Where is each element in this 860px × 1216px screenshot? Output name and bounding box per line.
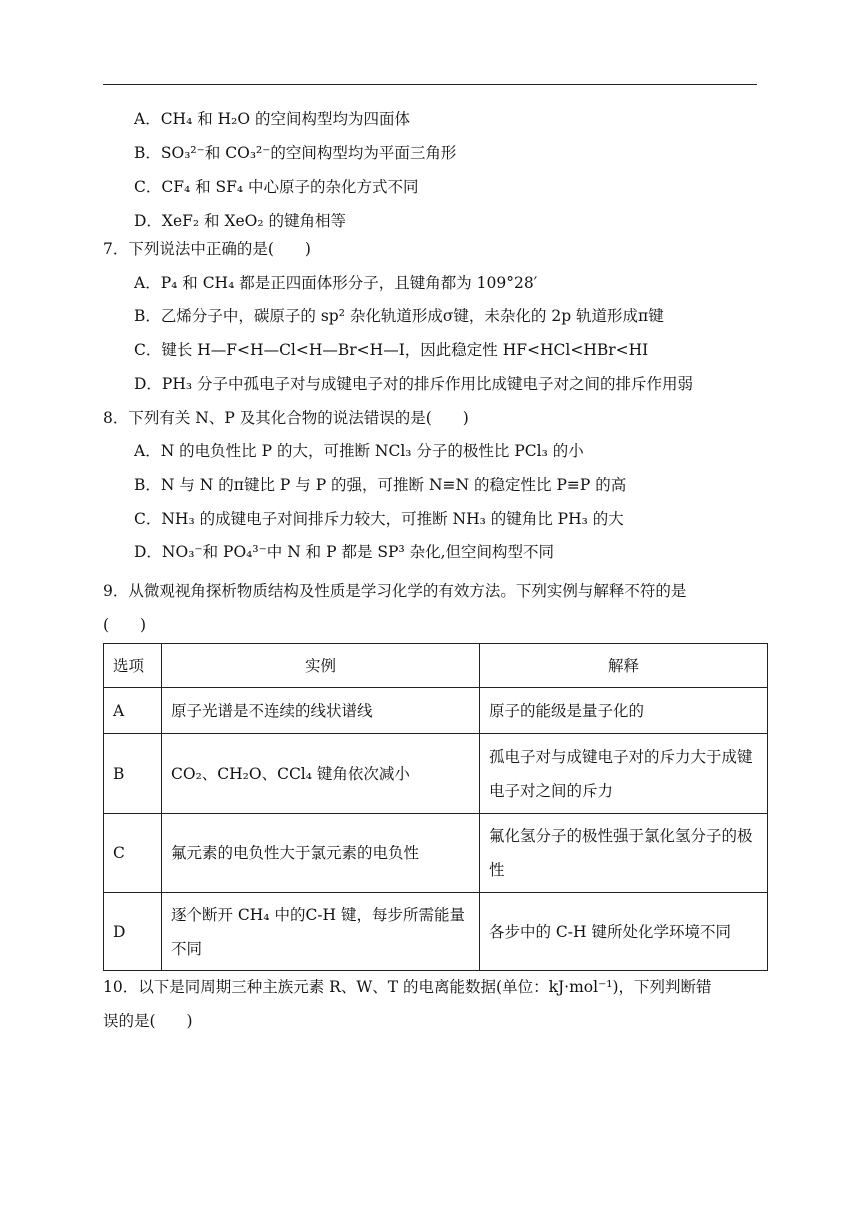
table-cell-explanation: 孤电子对与成键电子对的斥力大于成键电子对之间的斥力 (480, 734, 768, 814)
table-header-option: 选项 (104, 644, 162, 688)
table-row (104, 688, 768, 734)
q8-option-b: B．N 与 N 的π键比 P 与 P 的强，可推断 N≡N 的稳定性比 P≡P 的高 (134, 476, 627, 494)
table-row (104, 893, 768, 971)
q8-option-a: A．N 的电负性比 P 的大，可推断 NCl₃ 分子的极性比 PCl₃ 的小 (134, 442, 584, 460)
q10-stem-line1: 10．以下是同周期三种主族元素 R、W、T 的电离能数据(单位：kJ·mol⁻¹)，下列判断错 (103, 978, 712, 996)
q6-option-b: B．SO₃²⁻和 CO₃²⁻的空间构型均为平面三角形 (134, 144, 457, 162)
q9-stem-line2: ( ) (103, 616, 147, 634)
q7-option-a: A．P₄ 和 CH₄ 都是正四面体形分子，且键角都为 109°28′ (134, 274, 538, 292)
table-cell-example: 氟元素的电负性大于氯元素的电负性 (162, 814, 480, 893)
q7-stem: 7．下列说法中正确的是( ) (103, 240, 311, 258)
q6-option-c: C．CF₄ 和 SF₄ 中心原子的杂化方式不同 (134, 178, 419, 196)
table-cell-explanation: 各步中的 C-H 键所处化学环境不同 (480, 893, 768, 971)
table-header-row (104, 644, 768, 688)
table-row (104, 734, 768, 814)
table-cell-example: 原子光谱是不连续的线状谱线 (162, 688, 480, 734)
q7-option-d: D．PH₃ 分子中孤电子对与成键电子对的排斥作用比成键电子对之间的排斥作用弱 (134, 375, 694, 393)
table-cell-option: A (104, 688, 162, 734)
q9-table (103, 643, 768, 971)
table-cell-explanation: 原子的能级是量子化的 (480, 688, 768, 734)
q9-stem-line1: 9．从微观视角探析物质结构及性质是学习化学的有效方法。下列实例与解释不符的是 (103, 582, 687, 600)
table-cell-example: 逐个断开 CH₄ 中的C-H 键，每步所需能量不同 (162, 893, 480, 971)
q8-option-c: C．NH₃ 的成键电子对间排斥力较大，可推断 NH₃ 的键角比 PH₃ 的大 (134, 510, 624, 528)
q10-stem-line2: 误的是( ) (103, 1012, 193, 1030)
table-header-explanation: 解释 (480, 644, 768, 688)
q7-option-b: B．乙烯分子中，碳原子的 sp² 杂化轨道形成σ键，未杂化的 2p 轨道形成π键 (134, 307, 664, 325)
q6-option-a: A．CH₄ 和 H₂O 的空间构型均为四面体 (134, 110, 411, 128)
header-rule (103, 84, 757, 85)
q7-option-c: C．键长 H—F<H—Cl<H—Br<H—I，因此稳定性 HF<HCl<HBr<HI (134, 341, 649, 359)
table-cell-option: D (104, 893, 162, 971)
table-cell-explanation: 氟化氢分子的极性强于氯化氢分子的极性 (480, 814, 768, 893)
table-row (104, 814, 768, 893)
q8-stem: 8．下列有关 N、P 及其化合物的说法错误的是( ) (103, 409, 469, 427)
table-cell-option: C (104, 814, 162, 893)
table-cell-option: B (104, 734, 162, 814)
q8-option-d: D．NO₃⁻和 PO₄³⁻中 N 和 P 都是 SP³ 杂化,但空间构型不同 (134, 543, 555, 561)
table-cell-example: CO₂、CH₂O、CCl₄ 键角依次减小 (162, 734, 480, 814)
q6-option-d: D．XeF₂ 和 XeO₂ 的键角相等 (134, 212, 347, 230)
table-header-example: 实例 (162, 644, 480, 688)
